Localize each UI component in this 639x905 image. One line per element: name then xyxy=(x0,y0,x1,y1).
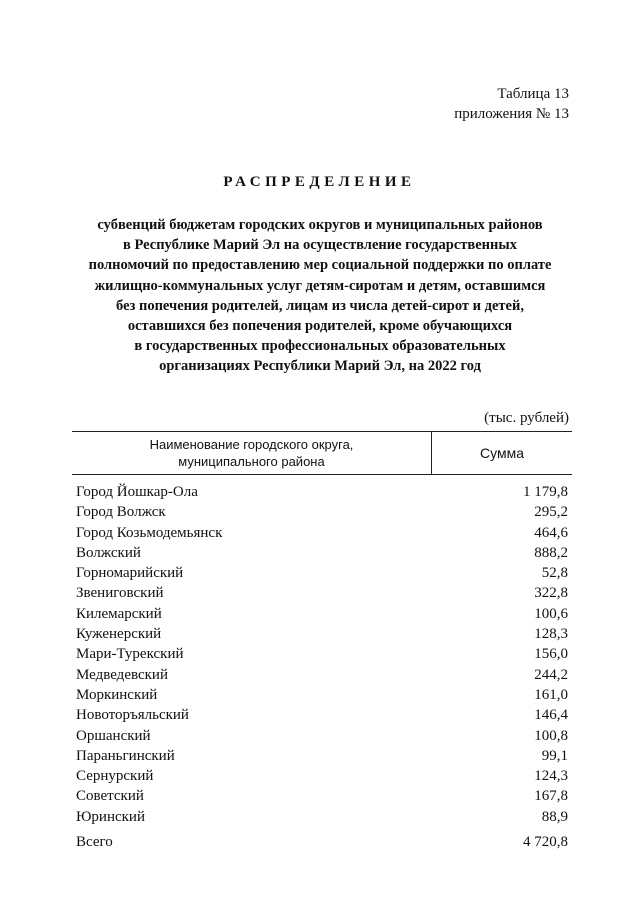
row-value: 161,0 xyxy=(534,686,568,703)
table-row xyxy=(76,502,568,522)
table-row xyxy=(76,543,568,563)
row-name: Новоторъяльский xyxy=(76,707,189,724)
row-value: 1 179,8 xyxy=(523,484,568,500)
row-value: 99,1 xyxy=(541,747,568,764)
table-row xyxy=(76,766,568,786)
total-row xyxy=(76,832,568,852)
row-value: 167,8 xyxy=(534,788,568,805)
row-name: Звениговский xyxy=(76,585,164,602)
row-value: 244,2 xyxy=(534,666,568,683)
row-value: 100,8 xyxy=(534,727,568,744)
row-value: 156,0 xyxy=(534,646,568,663)
table-row xyxy=(76,726,568,746)
row-value: 52,8 xyxy=(541,565,568,582)
row-name: Советский xyxy=(76,788,144,805)
table-row xyxy=(76,705,568,725)
table-row xyxy=(76,563,568,583)
total-label: Всего xyxy=(76,834,113,850)
row-name: Город Козьмодемьянск xyxy=(76,524,223,541)
table-row xyxy=(76,786,568,806)
row-name: Волжский xyxy=(76,544,141,561)
table-row xyxy=(76,685,568,705)
row-value: 146,4 xyxy=(534,707,568,724)
row-value: 88,9 xyxy=(541,808,568,825)
column-header-sum: Сумма xyxy=(480,445,524,461)
subtitle-line: без попечения родителей, лицам из числа детей-сирот и детей, xyxy=(116,297,524,314)
subtitle-line: полномочий по предоставлению мер социальной поддержки по оплате xyxy=(88,257,552,274)
row-name: Город Йошкар-Ола xyxy=(76,484,198,500)
row-name: Оршанский xyxy=(76,727,151,744)
row-value: 888,2 xyxy=(534,544,568,561)
row-name: Моркинский xyxy=(76,686,158,703)
row-value: 322,8 xyxy=(534,585,568,602)
table-row xyxy=(76,604,568,624)
subtitle-line: жилищно-коммунальных услуг детям-сиротам и детям, оставшимся xyxy=(94,277,546,294)
document-title: РАСПРЕДЕЛЕНИЕ xyxy=(223,174,416,190)
row-name: Юринский xyxy=(76,808,145,825)
table-number: Таблица 13 xyxy=(497,86,569,102)
subtitle-line: в государственных профессиональных образовательных xyxy=(134,338,506,355)
row-name: Куженерский xyxy=(76,626,162,643)
table-reference xyxy=(454,84,569,124)
units-label: (тыс. рублей) xyxy=(484,410,569,426)
table-row xyxy=(76,644,568,664)
column-header-name-line1: Наименование городского округа, xyxy=(149,437,354,452)
table-row xyxy=(76,583,568,603)
row-name: Сернурский xyxy=(76,768,154,785)
row-name: Город Волжск xyxy=(76,504,166,521)
table-header xyxy=(72,431,572,475)
row-value: 128,3 xyxy=(534,626,568,643)
subtitle-line: оставшихся без попечения родителей, кроме обучающихся xyxy=(127,318,513,335)
table-row xyxy=(76,523,568,543)
row-value: 124,3 xyxy=(534,768,568,785)
table-row xyxy=(76,624,568,644)
subtitle-line: организациях Республики Марий Эл, на 2022 год xyxy=(159,358,481,375)
row-value: 100,6 xyxy=(534,605,568,622)
appendix-number: приложения № 13 xyxy=(454,106,569,122)
row-name: Мари-Турекский xyxy=(76,646,184,663)
row-name: Параньгинский xyxy=(76,747,175,764)
total-value: 4 720,8 xyxy=(523,834,568,850)
row-value: 295,2 xyxy=(534,504,568,521)
table-row xyxy=(76,482,568,502)
table-body xyxy=(76,482,568,827)
table-row xyxy=(76,746,568,766)
subtitle-line: в Республике Марий Эл на осуществление государственных xyxy=(123,237,517,254)
row-name: Килемарский xyxy=(76,605,162,622)
document-subtitle xyxy=(60,215,580,377)
column-header-name-line2: муниципального района xyxy=(178,454,325,469)
row-value: 464,6 xyxy=(534,524,568,541)
subtitle-line: субвенций бюджетам городских округов и муниципальных районов xyxy=(97,217,543,233)
row-name: Медведевский xyxy=(76,666,168,683)
table-row xyxy=(76,807,568,827)
row-name: Горномарийский xyxy=(76,565,184,582)
column-header-name xyxy=(72,432,432,474)
table-row xyxy=(76,665,568,685)
